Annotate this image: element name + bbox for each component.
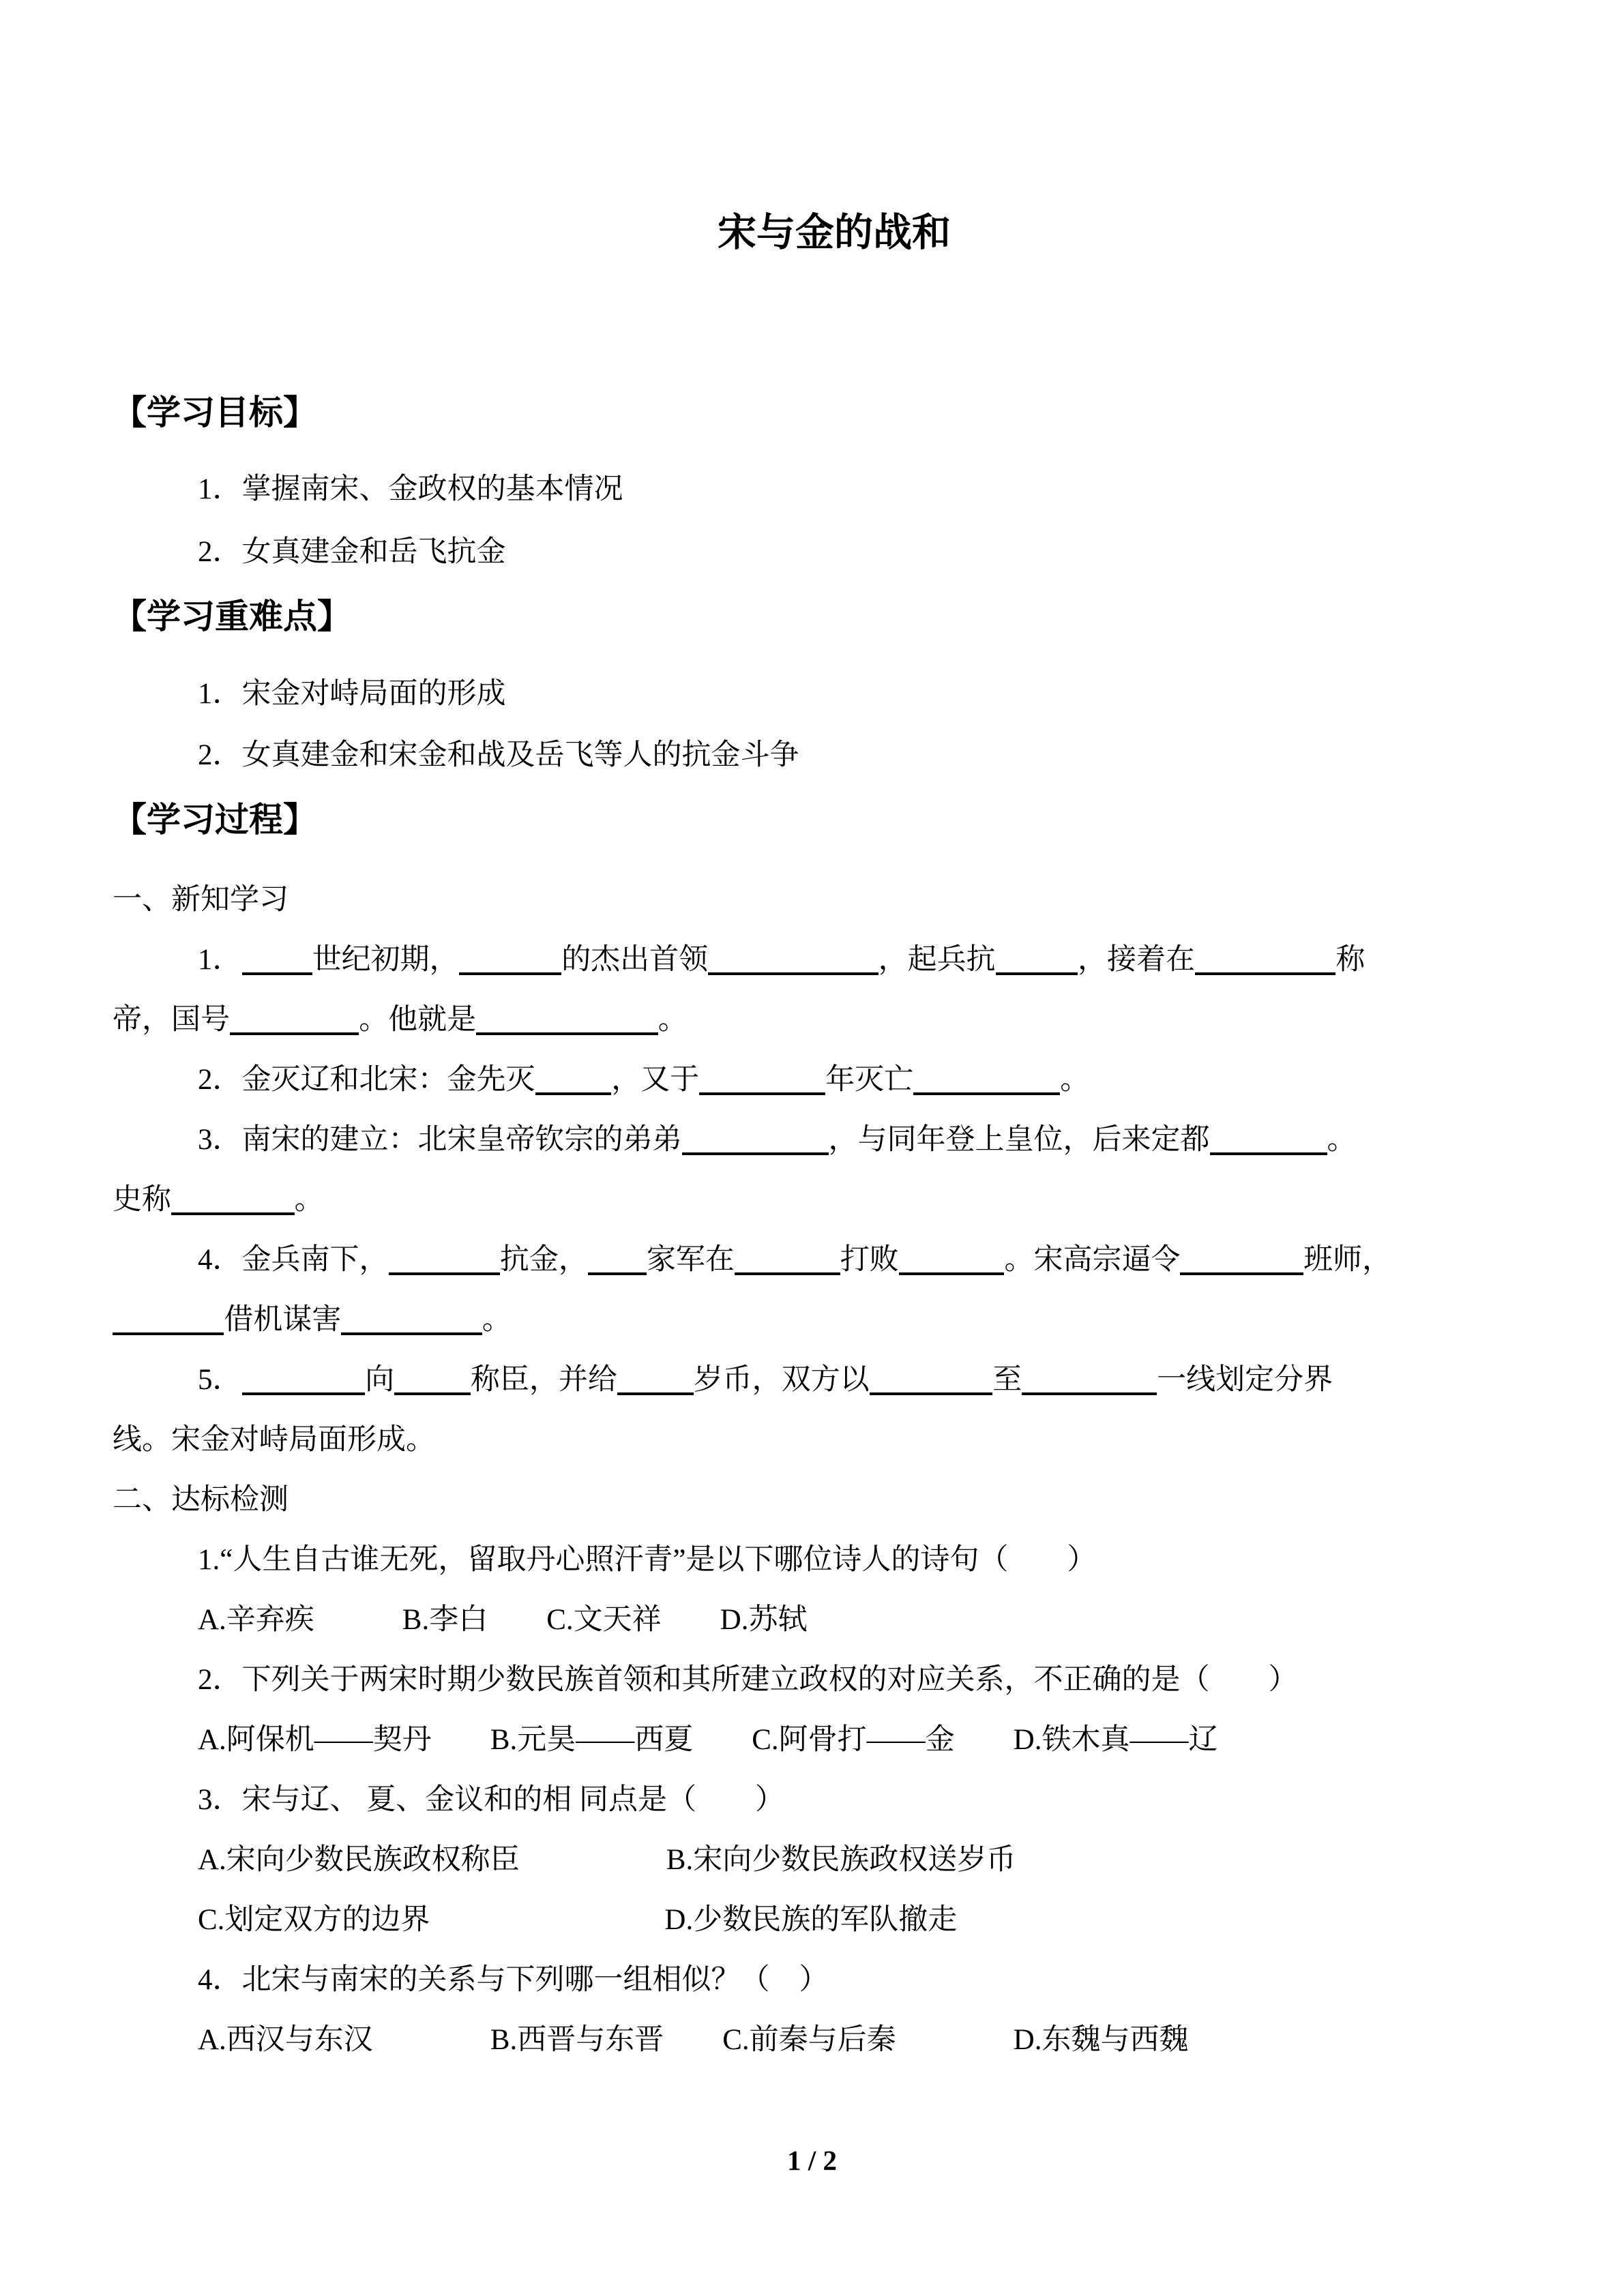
text-run: 2．女真建金和岳飞抗金 <box>198 536 506 568</box>
text-run: 岁币，双方以 <box>693 1364 870 1396</box>
page-number: 1 / 2 <box>787 2145 837 2176</box>
blank-field <box>535 1063 612 1095</box>
text-run: ，又于 <box>611 1064 700 1096</box>
blank-field <box>113 1303 224 1335</box>
text-run: 2．下列关于两宋时期少数民族首领和其所建立政权的对应关系，不正确的是（ ） <box>198 1664 1298 1696</box>
text-run: 家军在 <box>646 1244 735 1276</box>
text-run: 帝，国号 <box>113 1004 230 1036</box>
blank-field <box>1195 943 1335 975</box>
text-run: A.宋向少数民族政权称臣 B.宋向少数民族政权送岁币 <box>198 1844 1016 1876</box>
blank-field <box>996 943 1078 975</box>
blank-field <box>617 1363 694 1395</box>
text-run: 宋与金的战和 <box>718 211 951 254</box>
check-q4-options <box>113 2010 1556 2070</box>
heading-learning-process <box>113 786 1556 854</box>
fill-q1-line2 <box>113 990 1556 1050</box>
text-run: 称臣，并给 <box>470 1364 617 1396</box>
text-run: 线。宋金对峙局面形成。 <box>113 1424 435 1456</box>
fill-q3-line2 <box>113 1170 1556 1230</box>
keypoints-item-2 <box>113 726 1556 786</box>
blank-field <box>242 1363 366 1395</box>
text-run: C.划定双方的边界 D.少数民族的军队撤走 <box>198 1904 958 1936</box>
blank-field <box>242 943 312 975</box>
text-run: 。他就是 <box>359 1004 477 1036</box>
text-run: 一线划定分界 <box>1157 1364 1333 1396</box>
text-run: 借机谋害 <box>224 1304 342 1336</box>
blank-field <box>1022 1363 1157 1395</box>
check-q1-options <box>113 1590 1556 1650</box>
check-q3-options-cd <box>113 1890 1556 1950</box>
text-run: 3．南宋的建立：北宋皇帝钦宗的弟弟 <box>198 1124 682 1156</box>
blank-field <box>913 1063 1060 1095</box>
blank-field <box>394 1363 471 1395</box>
blank-field <box>1210 1123 1327 1155</box>
blank-field <box>476 1003 658 1035</box>
text-run: 4．北宋与南宋的关系与下列哪一组相似？（ ） <box>198 1964 829 1996</box>
fill-q2 <box>113 1050 1556 1110</box>
text-run: 世纪初期， <box>312 944 459 976</box>
text-run: 。宋高宗逼令 <box>1004 1244 1181 1276</box>
blank-field <box>171 1183 295 1215</box>
blank-field <box>1180 1243 1303 1275</box>
blank-field <box>588 1243 647 1275</box>
check-q4 <box>113 1950 1556 2010</box>
heading-learning-objectives <box>113 378 1556 447</box>
fill-q1-line1 <box>113 930 1556 990</box>
text-run: 班师， <box>1303 1244 1392 1276</box>
subsection-standard-check <box>113 1470 1556 1530</box>
blank-field <box>682 1123 829 1155</box>
objectives-item-1 <box>113 460 1556 520</box>
document-body <box>113 211 1556 2070</box>
text-run: 。 <box>1060 1064 1090 1096</box>
heading-key-difficult-points <box>113 582 1556 651</box>
blank-field <box>341 1303 482 1335</box>
text-run: 1．掌握南宋、金政权的基本情况 <box>198 473 623 505</box>
text-run: 2．金灭辽和北宋：金先灭 <box>198 1064 535 1096</box>
text-run: 一、新知学习 <box>113 884 289 916</box>
text-run: 1．宋金对峙局面的形成 <box>198 678 506 710</box>
check-q3 <box>113 1770 1556 1830</box>
text-run: 【学习过程】 <box>113 801 317 839</box>
text-run: 3．宋与辽、 夏、金议和的相 同点是（ ） <box>198 1784 784 1816</box>
text-run: 4．金兵南下， <box>198 1244 389 1276</box>
text-run: 1． <box>198 944 242 976</box>
text-run: 【学习重难点】 <box>113 597 351 636</box>
text-run: ，起兵抗 <box>878 944 996 976</box>
blank-field <box>708 943 878 975</box>
blank-field <box>735 1243 840 1275</box>
text-run: 。 <box>294 1184 324 1216</box>
text-run: 。 <box>658 1004 688 1036</box>
check-q1 <box>113 1530 1556 1590</box>
text-run: 的杰出首领 <box>561 944 709 976</box>
subsection-new-knowledge <box>113 870 1556 930</box>
fill-q4-line2 <box>113 1290 1556 1350</box>
text-run: 2．女真建金和宋金和战及岳飞等人的抗金斗争 <box>198 739 799 771</box>
blank-field <box>699 1063 825 1095</box>
text-run: 1.“人生自古谁无死，留取丹心照汗青”是以下哪位诗人的诗句（ ） <box>198 1544 1097 1576</box>
blank-field <box>899 1243 1005 1275</box>
text-run: 年灭亡 <box>825 1064 914 1096</box>
text-run: 称 <box>1335 944 1365 976</box>
text-run: ，与同年登上皇位，后来定都 <box>828 1124 1210 1156</box>
text-run: 二、达标检测 <box>113 1484 289 1516</box>
text-run: 。 <box>1327 1124 1357 1156</box>
text-run: A.辛弃疾 B.李白 C.文天祥 D.苏轼 <box>198 1604 808 1636</box>
check-q2-options <box>113 1710 1556 1770</box>
blank-field <box>459 943 562 975</box>
text-run: 打败 <box>840 1244 899 1276</box>
fill-q4-line1 <box>113 1230 1556 1290</box>
text-run: 向 <box>365 1364 395 1396</box>
fill-q5-line1 <box>113 1350 1556 1410</box>
text-run: 抗金， <box>499 1244 588 1276</box>
blank-field <box>389 1243 500 1275</box>
check-q2 <box>113 1650 1556 1710</box>
blank-field <box>230 1003 359 1035</box>
objectives-item-2 <box>113 522 1556 582</box>
blank-field <box>870 1363 993 1395</box>
fill-q3-line1 <box>113 1110 1556 1170</box>
keypoints-item-1 <box>113 664 1556 724</box>
text-run: 。 <box>482 1304 512 1336</box>
text-run: 5． <box>198 1364 242 1396</box>
text-run: 【学习目标】 <box>113 393 317 432</box>
check-q3-options-ab <box>113 1830 1556 1890</box>
text-run: A.阿保机——契丹 B.元昊——西夏 C.阿骨打——金 D.铁木真——辽 <box>198 1724 1218 1756</box>
doc-title <box>113 211 1556 255</box>
text-run: ，接着在 <box>1077 944 1195 976</box>
fill-q5-line2 <box>113 1410 1556 1470</box>
text-run: 史称 <box>113 1184 171 1216</box>
text-run: A.西汉与东汉 B.西晋与东晋 C.前秦与后秦 D.东魏与西魏 <box>198 2024 1189 2056</box>
text-run: 至 <box>992 1364 1022 1396</box>
